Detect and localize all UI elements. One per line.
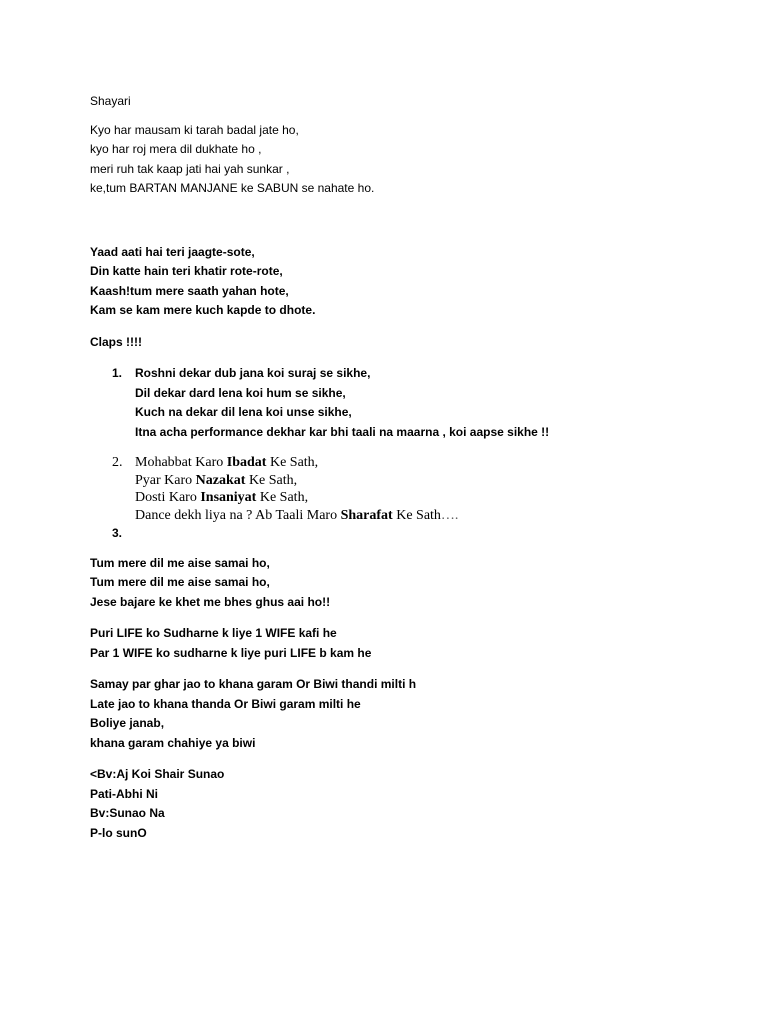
list-line-empty	[135, 524, 740, 544]
stanza-line: Din katte hain teri khatir rote-rote,	[90, 264, 283, 278]
stanza-line: kyo har roj mera dil dukhate ho ,	[90, 142, 262, 156]
list-number: 1.	[112, 366, 123, 380]
list-line	[135, 507, 740, 525]
stanza-line: Par 1 WIFE ko sudharne k liye puri LIFE b kam he	[90, 645, 372, 660]
stanza-line: P-lo sunO	[90, 825, 147, 840]
list-line: Dil dekar dard lena koi hum se sikhe,	[135, 385, 346, 400]
text-run: Dosti Karo	[135, 490, 201, 505]
stanza-line: Kaash!tum mere saath yahan hote,	[90, 283, 289, 298]
stanza-1	[90, 121, 740, 199]
list-item-2	[90, 454, 740, 524]
text-run: Pyar Karo	[135, 472, 196, 488]
stanza-line: Yaad aati hai teri jaagte-sote,	[90, 244, 255, 259]
stanza-line: Jese bajare ke khet me bhes ghus aai ho!!	[90, 594, 331, 609]
list-line	[135, 472, 740, 490]
list-line	[135, 489, 740, 507]
stanza-2	[90, 243, 740, 321]
bold-word: Ibadat	[226, 455, 267, 470]
text-run: Ke Sath,	[245, 472, 298, 488]
bold-word: Sharafat	[340, 507, 393, 523]
bold-word: Nazakat	[195, 472, 246, 488]
list-number: 3.	[112, 526, 123, 540]
stanza-line: Kam se kam mere kuch kapde to dhote.	[90, 303, 316, 317]
text-run: ….	[440, 507, 459, 523]
stanza-4	[90, 624, 740, 663]
stanza-line: Puri LIFE ko Sudharne k liye 1 WIFE kafi he	[90, 626, 337, 640]
stanza-line: Samay par ghar jao to khana garam Or Biwi thandi milti h	[90, 677, 417, 691]
document-page	[90, 92, 740, 855]
text-run: Ke Sath,	[256, 490, 309, 505]
stanza-line: Pati-Abhi Ni	[90, 786, 158, 801]
text-run: Ke Sath	[392, 507, 441, 523]
bold-word: Insaniyat	[200, 490, 257, 505]
text-run: Dance dekh liya na ? Ab Taali Maro	[135, 507, 341, 523]
stanza-line: Tum mere dil me aise samai ho,	[90, 555, 270, 570]
stanza-line: Late jao to khana thanda Or Biwi garam milti he	[90, 696, 361, 711]
stanza-3	[90, 554, 740, 613]
claps-heading: Claps !!!!	[90, 334, 142, 349]
list-line: Kuch na dekar dil lena koi unse sikhe,	[135, 405, 352, 419]
stanza-line: Bv:Sunao Na	[90, 806, 165, 820]
stanza-line: Boliye janab,	[90, 716, 165, 730]
stanza-6	[90, 765, 740, 843]
stanza-line: Kyo har mausam ki tarah badal jate ho,	[90, 122, 299, 137]
stanza-line: khana garam chahiye ya biwi	[90, 735, 256, 750]
list-number: 2.	[112, 455, 123, 470]
stanza-5	[90, 675, 740, 753]
list-item-1	[90, 364, 740, 442]
list-line: Roshni dekar dub jana koi suraj se sikhe,	[135, 366, 371, 380]
list-line	[135, 454, 740, 472]
list-item-3	[90, 524, 740, 544]
text-run: Mohabbat Karo	[135, 455, 227, 470]
document-title: Shayari	[90, 94, 131, 108]
stanza-line: meri ruh tak kaap jati hai yah sunkar ,	[90, 161, 290, 176]
stanza-line: Tum mere dil me aise samai ho,	[90, 575, 270, 589]
stanza-line: <Bv:Aj Koi Shair Sunao	[90, 767, 225, 781]
text-run: Ke Sath,	[266, 455, 319, 470]
stanza-line: ke,tum BARTAN MANJANE ke SABUN se nahate ho.	[90, 181, 375, 195]
list-line: Itna acha performance dekhar kar bhi taali na maarna , koi aapse sikhe !!	[135, 424, 550, 439]
